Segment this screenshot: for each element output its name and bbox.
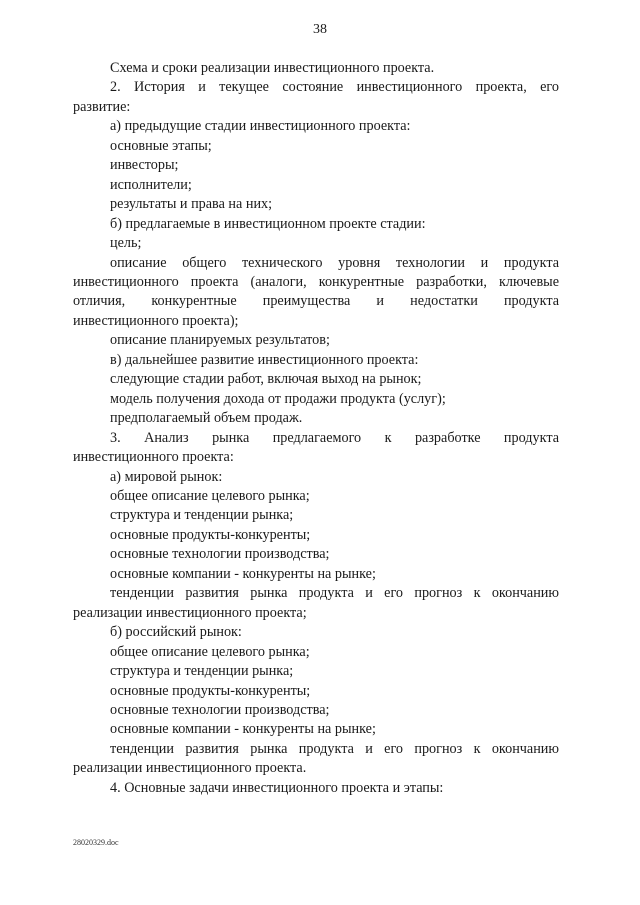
text-line: 3. Анализ рынка предлагаемого к разработке продукта bbox=[110, 429, 559, 446]
text-line: тенденции развития рынка продукта и его прогноз к окончанию bbox=[110, 585, 559, 602]
text-line: следующие стадии работ, включая выход на рынок; bbox=[110, 371, 422, 388]
text-line: основные продукты-конкуренты; bbox=[110, 526, 311, 543]
text-line: в) дальнейшее развитие инвестиционного проекта: bbox=[110, 351, 419, 368]
text-line: а) мировой рынок: bbox=[110, 468, 223, 485]
text-line: инвестиционного проекта (аналоги, конкурентные разработки, ключевые bbox=[73, 273, 559, 290]
text-line: основные технологии производства; bbox=[110, 701, 330, 718]
document-body bbox=[73, 59, 559, 798]
text-line: основные этапы; bbox=[110, 137, 212, 154]
text-line: модель получения дохода от продажи продукта (услуг); bbox=[110, 390, 446, 407]
text-line: предполагаемый объем продаж. bbox=[110, 410, 303, 427]
text-line: общее описание целевого рынка; bbox=[110, 487, 310, 504]
text-line: структура и тенденции рынка; bbox=[110, 663, 294, 680]
text-line: описание планируемых результатов; bbox=[110, 332, 330, 349]
text-line: исполнители; bbox=[110, 176, 192, 193]
text-line: цель; bbox=[110, 235, 142, 252]
text-line: инвестиционного проекта); bbox=[73, 312, 239, 329]
text-line: основные технологии производства; bbox=[110, 546, 330, 563]
text-line: а) предыдущие стадии инвестиционного проекта: bbox=[110, 118, 411, 135]
text-line: реализации инвестиционного проекта. bbox=[73, 760, 307, 777]
text-line: 2. История и текущее состояние инвестиционного проекта, его bbox=[110, 79, 559, 96]
text-line: Схема и сроки реализации инвестиционного проекта. bbox=[110, 60, 435, 76]
text-line: 4. Основные задачи инвестиционного проекта и этапы: bbox=[110, 779, 444, 796]
text-line: реализации инвестиционного проекта; bbox=[73, 604, 307, 621]
document-file-code: 28020329.doc bbox=[73, 838, 119, 847]
text-line: развитие: bbox=[73, 98, 131, 115]
text-line: тенденции развития рынка продукта и его прогноз к окончанию bbox=[110, 740, 559, 757]
text-line: описание общего технического уровня технологии и продукта bbox=[110, 254, 559, 271]
text-line: б) предлагаемые в инвестиционном проекте стадии: bbox=[110, 215, 426, 232]
text-line: отличия, конкурентные преимущества и недостатки продукта bbox=[73, 293, 559, 310]
text-line: общее описание целевого рынка; bbox=[110, 643, 310, 660]
text-line: б) российский рынок: bbox=[110, 624, 242, 641]
text-line: инвестиционного проекта: bbox=[73, 449, 234, 466]
text-line: основные компании - конкуренты на рынке; bbox=[110, 565, 376, 582]
page-number: 38 bbox=[313, 22, 327, 37]
text-line: результаты и права на них; bbox=[110, 196, 273, 213]
text-line: структура и тенденции рынка; bbox=[110, 507, 294, 524]
text-line: инвесторы; bbox=[110, 157, 179, 174]
text-line: основные компании - конкуренты на рынке; bbox=[110, 721, 376, 738]
text-line: основные продукты-конкуренты; bbox=[110, 682, 311, 699]
